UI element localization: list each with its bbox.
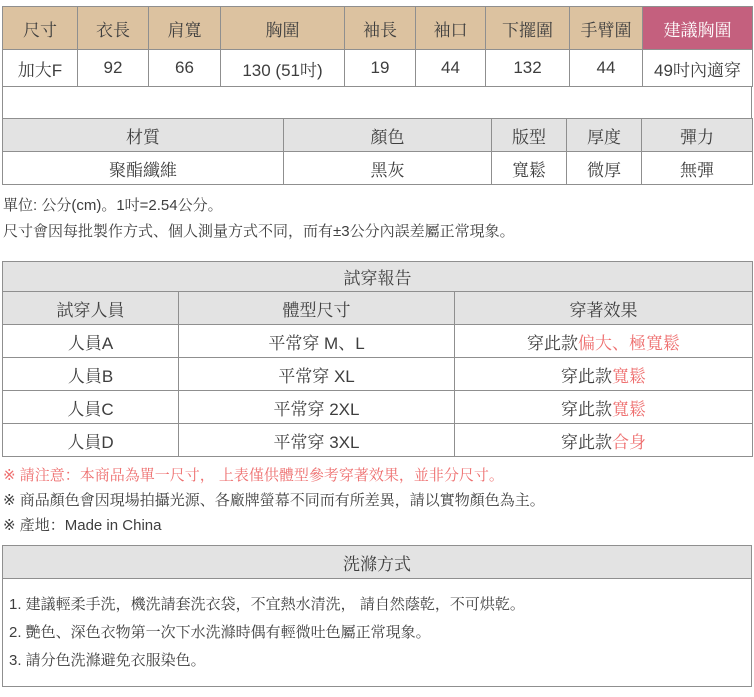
fit-report-header-row xyxy=(3,292,753,325)
spec-table xyxy=(2,118,753,185)
size-value-length: 92 xyxy=(78,50,149,87)
spec-header-stretch: 彈力 xyxy=(642,119,753,152)
fit-effect xyxy=(455,358,753,391)
fit-effect-prefix: 穿此款 xyxy=(561,432,612,452)
spec-value-cut: 寬鬆 xyxy=(492,152,567,185)
size-value-arm: 44 xyxy=(570,50,643,87)
fit-report-row-d xyxy=(3,424,753,457)
size-table xyxy=(2,6,753,87)
fit-effect-result: 偏大、極寬鬆 xyxy=(578,333,680,353)
washing-section xyxy=(2,545,752,687)
size-value-hem: 132 xyxy=(486,50,570,87)
fit-report-table xyxy=(2,261,753,457)
fit-report-row-c xyxy=(3,391,753,424)
size-value-bust: 130 (51吋) xyxy=(221,50,345,87)
size-header-recommended-bust: 建議胸圍 xyxy=(643,7,753,50)
table-spacer xyxy=(2,87,752,118)
fit-header-body-size: 體型尺寸 xyxy=(179,292,455,325)
spec-value-stretch: 無彈 xyxy=(642,152,753,185)
washing-item-3: 3. 請分色洗滌避免衣服染色。 xyxy=(9,652,206,669)
washing-item-2: 2. 艷色、深色衣物第一次下水洗滌時偶有輕微吐色屬正常現象。 xyxy=(9,624,431,641)
fit-effect-prefix: 穿此款 xyxy=(561,399,612,419)
spec-value-thickness: 微厚 xyxy=(567,152,642,185)
size-value-recommended-bust: 49吋內適穿 xyxy=(643,50,753,87)
fit-effect-prefix: 穿此款 xyxy=(527,333,578,353)
washing-item-1: 1. 建議輕柔手洗，機洗請套洗衣袋，不宜熱水清洗， 請自然蔭乾，不可烘乾。 xyxy=(9,596,525,613)
fit-header-person: 試穿人員 xyxy=(3,292,179,325)
size-header-length: 衣長 xyxy=(78,7,149,50)
spec-header-material: 材質 xyxy=(3,119,284,152)
size-table-header-row xyxy=(3,7,753,50)
fit-effect xyxy=(455,424,753,457)
fit-report-row-b xyxy=(3,358,753,391)
washing-body-row xyxy=(3,579,752,687)
fit-effect-prefix: 穿此款 xyxy=(561,366,612,386)
size-header-shoulder: 肩寬 xyxy=(149,7,221,50)
size-header-cuff: 袖口 xyxy=(416,7,486,50)
fit-body-size: 平常穿 M、L xyxy=(179,325,455,358)
washing-title-row xyxy=(3,546,752,579)
spec-header-thickness: 厚度 xyxy=(567,119,642,152)
note-color-difference: ※ 商品顏色會因現場拍攝光源、各廠牌螢幕不同而有所差異，請以實物顏色為主。 xyxy=(3,492,545,509)
fit-person: 人員D xyxy=(3,424,179,457)
size-header-sleeve-length: 袖長 xyxy=(345,7,416,50)
fit-effect-result: 合身 xyxy=(612,432,646,452)
unit-note-cm: 單位: 公分(cm)。1吋=2.54公分。 xyxy=(3,197,223,214)
note-origin: ※ 產地：Made in China xyxy=(3,517,162,534)
fit-body-size: 平常穿 3XL xyxy=(179,424,455,457)
fit-person: 人員C xyxy=(3,391,179,424)
spec-table-header-row xyxy=(3,119,753,152)
fit-body-size: 平常穿 2XL xyxy=(179,391,455,424)
spec-value-color: 黑灰 xyxy=(284,152,492,185)
fit-report-title: 試穿報告 xyxy=(3,262,753,292)
size-table-value-row xyxy=(3,50,753,87)
fit-report-title-row xyxy=(3,262,753,292)
fit-effect xyxy=(455,325,753,358)
size-header-size: 尺寸 xyxy=(3,7,78,50)
fit-person: 人員A xyxy=(3,325,179,358)
size-value-cuff: 44 xyxy=(416,50,486,87)
size-value-sleeve-length: 19 xyxy=(345,50,416,87)
spec-table-value-row xyxy=(3,152,753,185)
spec-value-material: 聚酯纖維 xyxy=(3,152,284,185)
fit-effect xyxy=(455,391,753,424)
fit-report-row-a xyxy=(3,325,753,358)
fit-effect-result: 寬鬆 xyxy=(612,366,646,386)
note-single-size-warning: ※ 請注意：本商品為單一尺寸， 上表僅供體型參考穿著效果，並非分尺寸。 xyxy=(3,467,504,484)
spec-header-color: 顏色 xyxy=(284,119,492,152)
fit-header-effect: 穿著效果 xyxy=(455,292,753,325)
unit-notes xyxy=(3,193,754,245)
size-header-hem: 下擺圍 xyxy=(486,7,570,50)
fit-person: 人員B xyxy=(3,358,179,391)
size-header-bust: 胸圍 xyxy=(221,7,345,50)
fit-effect-result: 寬鬆 xyxy=(612,399,646,419)
unit-note-tolerance: 尺寸會因每批製作方式、個人測量方式不同，而有±3公分內誤差屬正常現象。 xyxy=(3,223,515,240)
fit-body-size: 平常穿 XL xyxy=(179,358,455,391)
washing-title: 洗滌方式 xyxy=(3,546,752,579)
size-value-shoulder: 66 xyxy=(149,50,221,87)
size-header-arm: 手臂圍 xyxy=(570,7,643,50)
size-value-size: 加大F xyxy=(3,50,78,87)
remark-notes xyxy=(3,463,754,538)
spec-header-cut: 版型 xyxy=(492,119,567,152)
washing-instructions xyxy=(3,579,752,687)
